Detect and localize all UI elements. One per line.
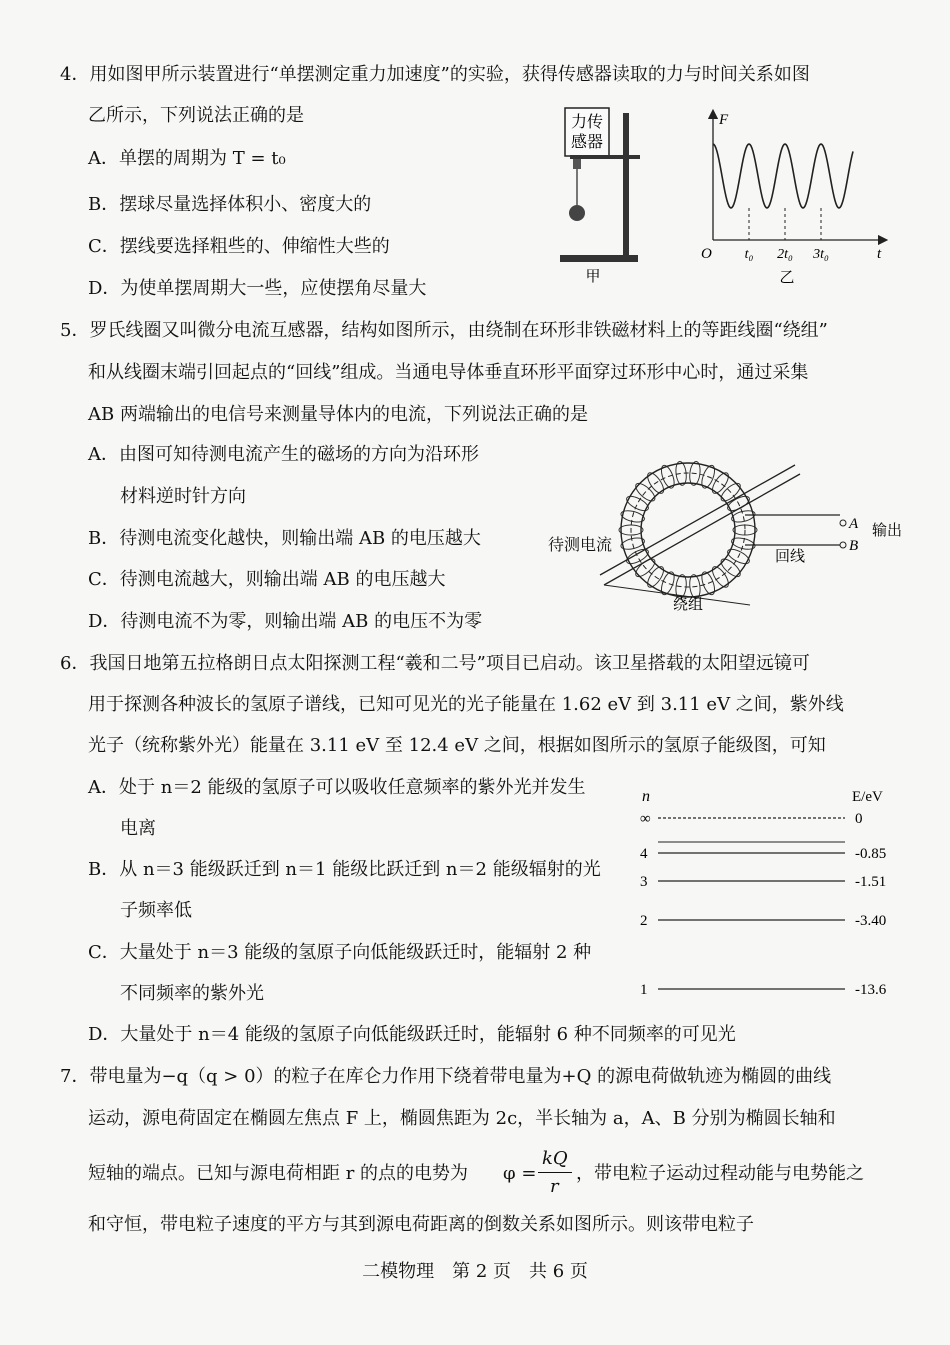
q7-line-1: 7．带电量为−q（q > 0）的粒子在库仑力作用下绕着带电量为+Q 的源电荷做轨迹为椭圆的曲线 bbox=[60, 1066, 832, 1087]
level-n-label: 3 bbox=[640, 874, 648, 890]
q4-option-a: A．单摆的周期为 T = t₀ bbox=[88, 148, 286, 169]
energy-levels bbox=[640, 811, 887, 998]
figure-jia-pendulum bbox=[555, 105, 655, 290]
fraction-bar bbox=[538, 1172, 572, 1173]
level-n-label: 1 bbox=[640, 982, 648, 998]
formula-numerator: kQ bbox=[542, 1148, 568, 1169]
return-wire bbox=[631, 473, 745, 587]
f-axis-label: F bbox=[719, 112, 729, 128]
winding-label: 绕组 bbox=[672, 595, 704, 613]
q5-option-b: B．待测电流变化越快，则输出端 AB 的电压越大 bbox=[88, 528, 481, 549]
level-n-label: ∞ bbox=[640, 811, 651, 827]
q6-option-b-cont: 子频率低 bbox=[120, 900, 192, 921]
q6-option-d: D．大量处于 n＝4 能级的氢原子向低能级跃迁时，能辐射 6 种不同频率的可见光 bbox=[88, 1024, 736, 1045]
energy-header: E/eV bbox=[852, 789, 883, 805]
toroid-inner bbox=[641, 483, 735, 577]
level-energy-label: -1.51 bbox=[855, 874, 887, 890]
coil-winding bbox=[619, 461, 757, 599]
figure-yi-caption: 乙 bbox=[779, 268, 795, 286]
origin-label: O bbox=[701, 246, 712, 262]
q6-option-a: A．处于 n＝2 能级的氢原子可以吸收任意频率的紫外光并发生 bbox=[88, 777, 586, 798]
terminal-b-label: B bbox=[849, 538, 859, 554]
terminal-a-dot bbox=[840, 520, 846, 526]
figure-yi-force-time bbox=[695, 108, 895, 288]
level-energy-label: -13.6 bbox=[855, 982, 887, 998]
tick-3t0: 3t₀ bbox=[813, 247, 829, 262]
q7-line-3b: ，带电粒子运动过程动能与电势能之 bbox=[576, 1163, 864, 1184]
coil-turn bbox=[709, 470, 731, 495]
tick-2t0: 2t₀ bbox=[777, 247, 793, 262]
stand-arm bbox=[570, 155, 640, 159]
q6-option-c-cont: 不同频率的紫外光 bbox=[120, 983, 264, 1004]
force-curve bbox=[713, 144, 853, 208]
q6-line-1: 6．我国日地第五拉格朗日点太阳探测工程“羲和二号”项目已启动。该卫星搭载的太阳望远镜可 bbox=[60, 653, 810, 674]
pendulum-bob bbox=[569, 205, 585, 221]
n-header: n bbox=[642, 788, 650, 805]
coil-turn bbox=[709, 564, 731, 589]
q6-option-b: B．从 n＝3 能级跃迁到 n＝1 能级比跃迁到 n＝2 能级辐射的光 bbox=[88, 859, 601, 880]
t-axis-label: t bbox=[877, 246, 882, 262]
q5-line-1: 5．罗氏线圈又叫微分电流互感器，结构如图所示，由绕制在环形非铁磁材料上的等距线圈“绕组” bbox=[60, 320, 828, 341]
level-energy-label: -0.85 bbox=[855, 846, 887, 862]
current-label: 待测电流 bbox=[548, 535, 613, 554]
return-wire-label: 回线 bbox=[775, 547, 806, 565]
q5-line-2: 和从线圈末端引回起点的“回线”组成。当通电导体垂直环形平面穿过环形中心时，通过采集 bbox=[88, 362, 809, 383]
page-footer: 二模物理 第 2 页 共 6 页 bbox=[362, 1261, 588, 1282]
formula-denominator: r bbox=[550, 1176, 559, 1197]
stand-pole bbox=[623, 113, 629, 261]
energy-level-diagram bbox=[630, 785, 900, 1000]
q5-option-a-cont: 材料逆时针方向 bbox=[120, 486, 246, 507]
q4-line-1: 4．用如图甲所示装置进行“单摆测定重力加速度”的实验，获得传感器读取的力与时间关系如图 bbox=[60, 64, 810, 85]
level-energy-label: -3.40 bbox=[855, 913, 887, 929]
q6-line-2: 用于探测各种波长的氢原子谱线，已知可见光的光子能量在 1.62 eV 到 3.11 eV 之间，紫外线 bbox=[88, 694, 844, 715]
sensor-label-1: 力传 bbox=[570, 112, 604, 131]
q7-line-2: 运动，源电荷固定在椭圆左焦点 F 上，椭圆焦距为 2c，半长轴为 a，A、B 分别为椭圆长轴和 bbox=[88, 1108, 836, 1129]
q5-option-c: C．待测电流越大，则输出端 AB 的电压越大 bbox=[88, 569, 446, 590]
q5-option-a: A．由图可知待测电流产生的磁场的方向为沿环形 bbox=[88, 444, 479, 465]
figure-jia-caption: 甲 bbox=[585, 267, 601, 285]
stand-base bbox=[560, 255, 638, 262]
level-n-label: 4 bbox=[640, 846, 648, 862]
clamp bbox=[573, 159, 581, 169]
level-energy-label: 0 bbox=[855, 811, 863, 827]
q6-line-3: 光子（统称紫外光）能量在 3.11 eV 至 12.4 eV 之间，根据如图所示的氢原子能级图，可知 bbox=[88, 735, 826, 756]
q6-option-a-cont: 电离 bbox=[120, 818, 156, 839]
sensor-label-2: 感器 bbox=[570, 132, 604, 151]
q4-option-b: B．摆球尽量选择体积小、密度大的 bbox=[88, 194, 372, 215]
q7-line-3a: 短轴的端点。已知与源电荷相距 r 的点的电势为 bbox=[88, 1163, 469, 1184]
q4-option-c: C．摆线要选择粗些的、伸缩性大些的 bbox=[88, 236, 390, 257]
q7-line-4: 和守恒，带电粒子速度的平方与其到源电荷距离的倒数关系如图所示。则该带电粒子 bbox=[88, 1214, 754, 1235]
q4-line-2: 乙所示，下列说法正确的是 bbox=[88, 105, 304, 126]
potential-formula-lhs: φ = bbox=[503, 1163, 537, 1184]
q5-option-d: D．待测电流不为零，则输出端 AB 的电压不为零 bbox=[88, 611, 483, 632]
q5-line-3: AB 两端输出的电信号来测量导体内的电流，下列说法正确的是 bbox=[88, 404, 588, 425]
terminal-a-label: A bbox=[849, 516, 859, 532]
output-label: 输出 bbox=[872, 521, 903, 539]
terminal-b-dot bbox=[840, 542, 846, 548]
tick-t0: t₀ bbox=[744, 247, 754, 262]
q4-option-d: D．为使单摆周期大一些，应使摆角尽量大 bbox=[88, 278, 427, 299]
level-n-label: 2 bbox=[640, 913, 648, 929]
q6-option-c: C．大量处于 n＝3 能级的氢原子向低能级跃迁时，能辐射 2 种 bbox=[88, 942, 592, 963]
